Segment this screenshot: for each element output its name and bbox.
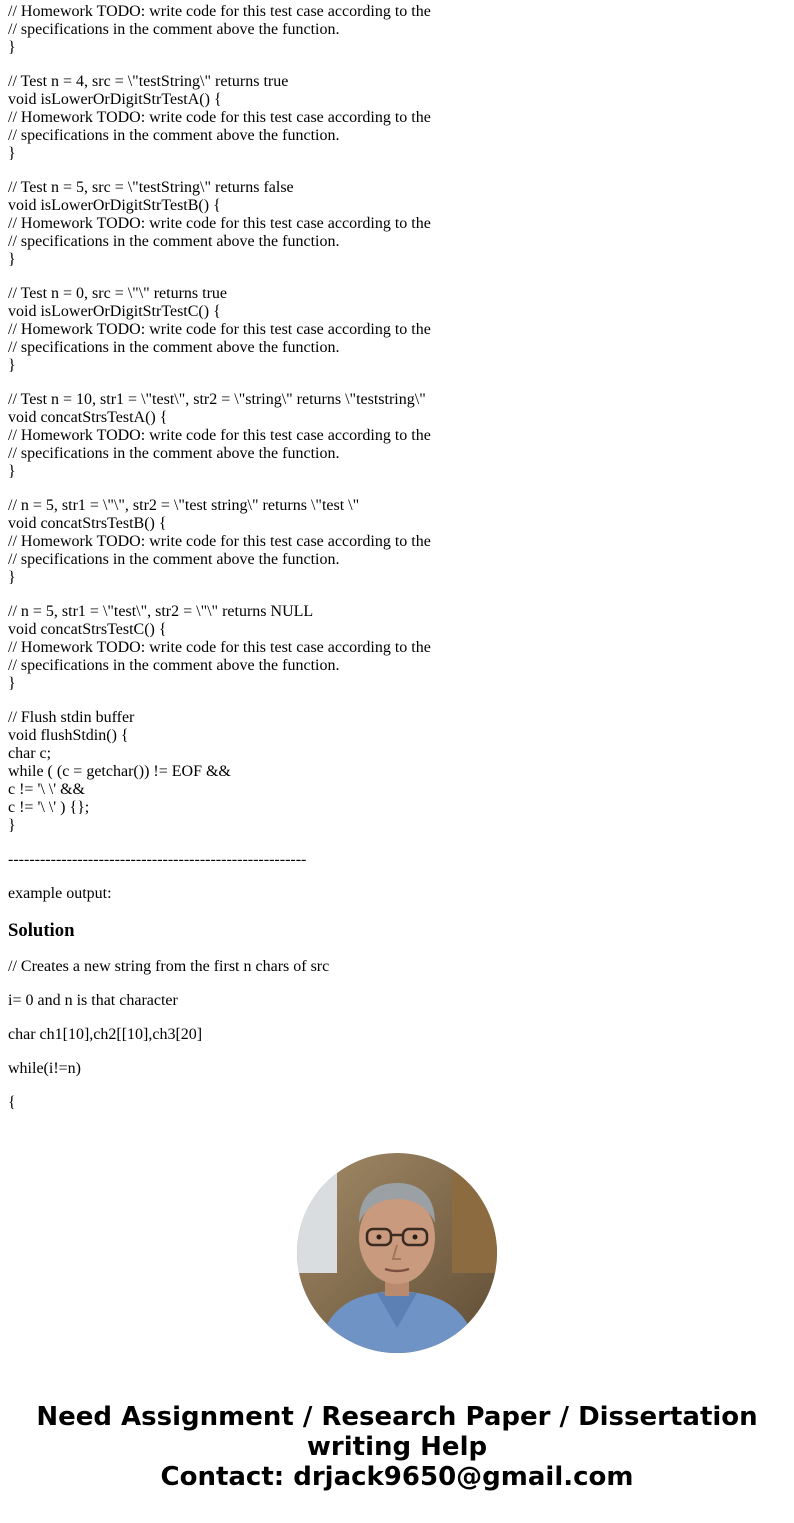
code-line: // specifications in the comment above the function. [8,445,340,462]
code-line: // specifications in the comment above the function. [8,339,340,356]
code-blank-line [8,375,788,391]
code-blank-line [8,693,788,709]
code-line: } [8,145,16,162]
code-line: // specifications in the comment above the function. [8,551,340,568]
code-line: // Test n = 10, str1 = \"test\", str2 = \"string\" returns \"teststring\" [8,391,426,408]
solution-paragraph: i= 0 and n is that character [8,992,178,1009]
code-line: c != '\ \' && [8,781,85,798]
code-line: void isLowerOrDigitStrTestC() { [8,303,221,320]
contact-banner-line3: Contact: drjack9650@gmail.com [160,1462,634,1492]
code-line: } [8,39,16,56]
code-block [8,3,788,835]
code-line: while ( (c = getchar()) != EOF && [8,763,231,780]
code-line: // Homework TODO: write code for this test case according to the [8,639,431,656]
code-line: } [8,675,16,692]
code-line: // specifications in the comment above the function. [8,127,340,144]
code-blank-line [8,587,788,603]
code-line: // Homework TODO: write code for this test case according to the [8,427,431,444]
code-line: // n = 5, str1 = \"\", str2 = \"test string\" returns \"test \" [8,497,360,514]
code-line: c != '\ \' ) {}; [8,799,90,816]
contact-banner-line2: writing Help [306,1432,488,1462]
code-line: } [8,817,16,834]
author-photo [297,1153,497,1353]
solution-paragraph: { [8,1094,16,1111]
code-line: // Test n = 0, src = \"\" returns true [8,285,227,302]
solution-heading: Solution [8,920,75,941]
code-line: // Test n = 5, src = \"testString\" returns false [8,179,294,196]
solution-paragraph: char ch1[10],ch2[[10],ch3[20] [8,1026,203,1043]
author-photo-image [297,1153,497,1353]
code-line: void isLowerOrDigitStrTestA() { [8,91,222,108]
code-line: // Test n = 4, src = \"testString\" returns true [8,73,289,90]
code-line: void isLowerOrDigitStrTestB() { [8,197,221,214]
code-line: // n = 5, str1 = \"test\", str2 = \"\" returns NULL [8,603,314,620]
example-output-label: example output: [8,885,112,902]
code-line: // Homework TODO: write code for this test case according to the [8,109,431,126]
code-line: // Flush stdin buffer [8,709,135,726]
solution-block [8,958,788,1112]
contact-banner-line1: Need Assignment / Research Paper / Dissertation [36,1402,758,1432]
code-line: } [8,357,16,374]
code-blank-line [8,269,788,285]
separator-line: -------------------------------------------------------- [8,851,307,868]
code-line: // specifications in the comment above the function. [8,233,340,250]
code-line: // Homework TODO: write code for this test case according to the [8,215,431,232]
code-line: void concatStrsTestA() { [8,409,168,426]
code-line: } [8,251,16,268]
code-line: // Homework TODO: write code for this test case according to the [8,3,431,20]
code-line: void concatStrsTestC() { [8,621,167,638]
code-line: // Homework TODO: write code for this test case according to the [8,533,431,550]
contact-banner [0,1402,794,1492]
code-line: // specifications in the comment above the function. [8,21,340,38]
code-line: // specifications in the comment above the function. [8,657,340,674]
code-blank-line [8,163,788,179]
code-line: } [8,569,16,586]
solution-paragraph: // Creates a new string from the first n chars of src [8,958,330,975]
code-blank-line [8,481,788,497]
code-blank-line [8,57,788,73]
document-content [8,3,788,1112]
solution-paragraph: while(i!=n) [8,1060,81,1077]
code-line: // Homework TODO: write code for this test case according to the [8,321,431,338]
code-line: } [8,463,16,480]
code-line: void concatStrsTestB() { [8,515,167,532]
code-line: void flushStdin() { [8,727,129,744]
code-line: char c; [8,745,52,762]
